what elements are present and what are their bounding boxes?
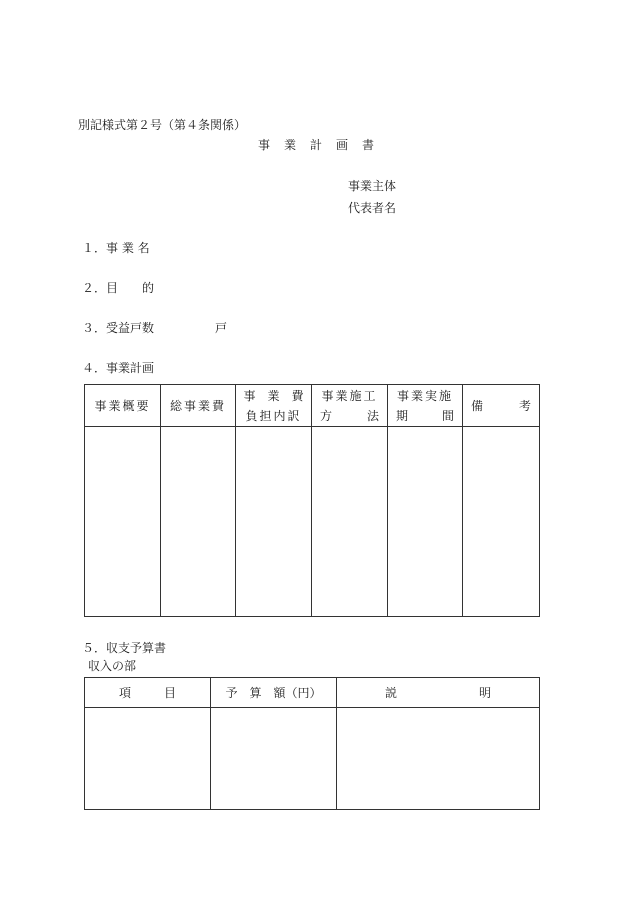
cell-description <box>337 708 540 810</box>
cell-cost-burden <box>236 427 312 617</box>
header-project-overview: 事業概要 <box>85 385 161 427</box>
cell-project-overview <box>85 427 161 617</box>
cell-implementation-period <box>388 427 463 617</box>
item-business-plan: ４．事業計画 <box>82 361 155 375</box>
households-unit: 戸 <box>215 321 228 335</box>
representative-label: 代表者名 <box>348 201 397 215</box>
item-beneficiary-households: ３．受益戸数 <box>82 321 155 335</box>
header-budget-amount: 予 算 額（円） <box>211 678 337 708</box>
cell-remarks <box>463 427 540 617</box>
income-table <box>84 677 540 810</box>
item-budget: ５．収支予算書 <box>82 641 167 655</box>
document-title: 事 業 計 画 書 <box>258 138 376 152</box>
cell-total-cost <box>161 427 236 617</box>
item-purpose: ２．目 的 <box>82 281 155 295</box>
header-construction-method: 事業施工 方 法 <box>312 385 388 427</box>
income-section-label: 収入の部 <box>88 659 137 673</box>
header-cost-burden: 事 業 費 負担内訳 <box>236 385 312 427</box>
header-item: 項 目 <box>85 678 211 708</box>
cell-budget-amount <box>211 708 337 810</box>
business-plan-table <box>84 384 540 617</box>
cell-item <box>85 708 211 810</box>
header-description: 説 明 <box>337 678 540 708</box>
form-reference: 別記様式第２号（第４条関係） <box>78 118 247 132</box>
header-implementation-period: 事業実施 期 間 <box>388 385 463 427</box>
item-project-name: １．事 業 名 <box>82 241 150 255</box>
cell-construction-method <box>312 427 388 617</box>
business-entity-label: 事業主体 <box>348 179 397 193</box>
header-remarks: 備 考 <box>463 385 540 427</box>
header-total-cost: 総事業費 <box>161 385 236 427</box>
